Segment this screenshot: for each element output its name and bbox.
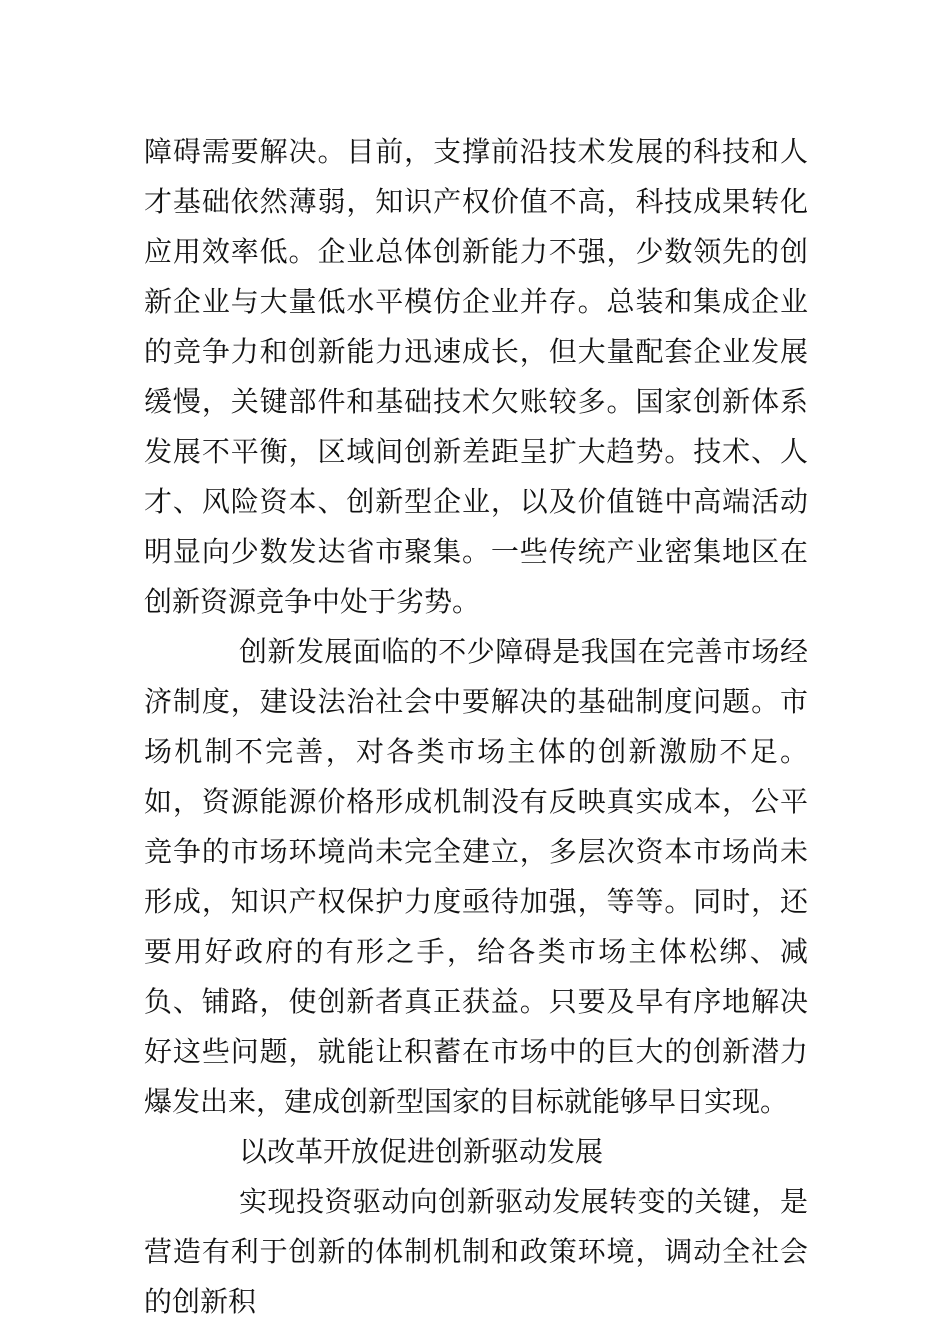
paragraph-reform-key: 实现投资驱动向创新驱动发展转变的关键，是营造有利于创新的体制机制和政策环境，调动全社会的创新积 bbox=[144, 1185, 808, 1318]
paragraph-innovation-obstacles: 创新发展面临的不少障碍是我国在完善市场经济制度，建设法治社会中要解决的基础制度问题。市场机制不完善，对各类市场主体的创新激励不足。如，资源能源价格形成机制没有反映真实成本，公平竞争的市场环境尚未完全建立，多层次资本市场尚未形成，知识产权保护力度亟待加强，等等。同时，还要用好政府的有形之手，给各类市场主体松绑、减负、铺路，使创新者真正获益。只要及早有序地解决好这些问题，就能让积蓄在市场中的巨大的创新潜力爆发出来，建成创新型国家的目标就能够早日实现。 bbox=[144, 635, 808, 1118]
document-body bbox=[144, 127, 808, 1327]
section-heading: 以改革开放促进创新驱动发展 bbox=[239, 1135, 604, 1168]
paragraph-continued: 障碍需要解决。目前，支撑前沿技术发展的科技和人才基础依然薄弱，知识产权价值不高，科技成果转化应用效率低。企业总体创新能力不强，少数领先的创新企业与大量低水平模仿企业并存。总装和集成企业的竞争力和创新能力迅速成长，但大量配套企业发展缓慢，关键部件和基础技术欠账较多。国家创新体系发展不平衡，区域间创新差距呈扩大趋势。技术、人才、风险资本、创新型企业，以及价值链中高端活动明显向少数发达省市聚集。一些传统产业密集地区在创新资源竞争中处于劣势。 bbox=[144, 135, 808, 618]
